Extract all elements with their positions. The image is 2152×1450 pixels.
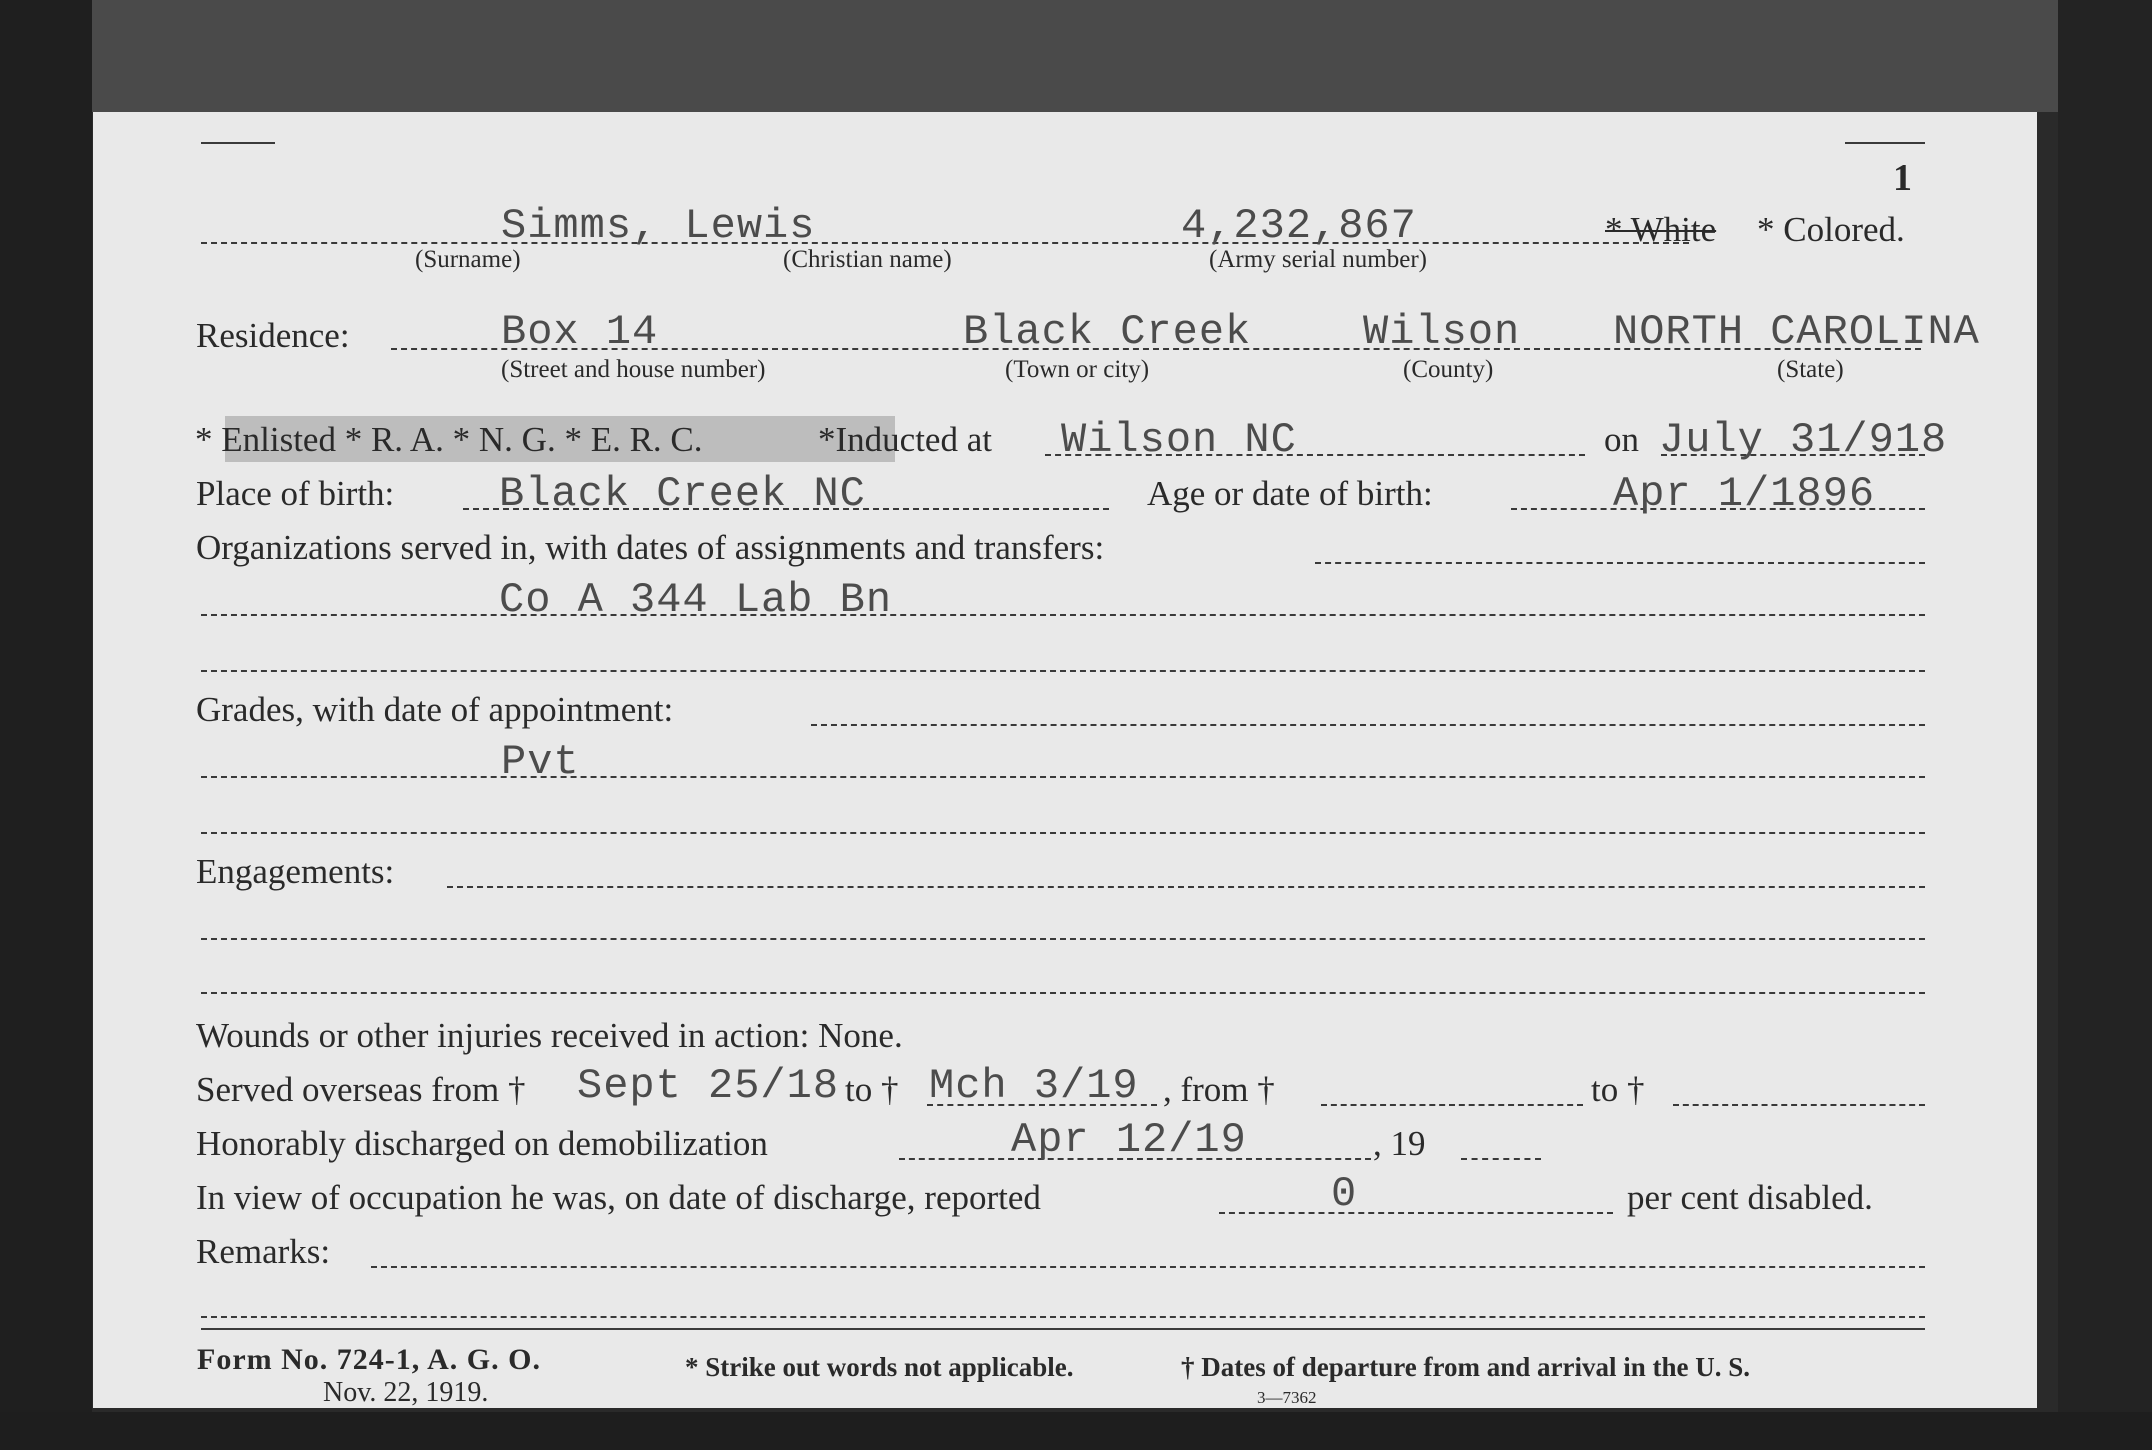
christian-name-caption: (Christian name)	[783, 246, 952, 273]
form-number: Form No. 724-1, A. G. O.	[197, 1343, 541, 1376]
wounds-label: Wounds or other injuries received in action: None.	[196, 1016, 903, 1055]
second-to-line	[1673, 1104, 1925, 1106]
scan-background-top	[0, 0, 2152, 112]
overseas-from-label: Served overseas from †	[196, 1070, 526, 1109]
remarks-line-2	[201, 1316, 1925, 1318]
scan-background-right	[2058, 0, 2152, 1450]
organization-value: Co A 344 Lab Bn	[499, 576, 893, 624]
second-from-line	[1321, 1104, 1583, 1106]
county-value: Wilson	[1363, 308, 1521, 356]
discharge-date-value: Apr 12/19	[1011, 1116, 1247, 1164]
birth-date-value: Apr 1/1896	[1613, 470, 1876, 518]
engagements-line-3	[201, 992, 1925, 994]
inducted-on-value: July 31/918	[1659, 416, 1948, 464]
engagements-label: Engagements:	[196, 852, 395, 891]
place-of-birth-value: Black Creek NC	[499, 470, 866, 518]
scan-background-bottom	[0, 1412, 2152, 1450]
scan-background-left	[0, 0, 92, 1450]
organizations-line-2	[201, 614, 1925, 616]
colored-label: * Colored.	[1757, 210, 1905, 249]
overseas-to-label: to †	[845, 1070, 899, 1109]
county-caption: (County)	[1403, 356, 1494, 383]
surname-caption: (Surname)	[415, 246, 521, 273]
strike-out-note: * Strike out words not applicable.	[685, 1352, 1074, 1382]
enlisted-options-label: * Enlisted * R. A. * N. G. * E. R. C.	[195, 420, 703, 459]
grades-line-3	[201, 832, 1925, 834]
honorably-discharged-label: Honorably discharged on demobilization	[196, 1124, 768, 1163]
grades-line-1	[811, 724, 1925, 726]
serial-caption: (Army serial number)	[1209, 246, 1427, 273]
percent-disabled-label: per cent disabled.	[1627, 1178, 1873, 1217]
grades-line-2	[201, 776, 1925, 778]
age-or-birth-date-label: Age or date of birth:	[1147, 474, 1433, 513]
second-from-label: , from †	[1163, 1070, 1275, 1109]
overseas-to-value: Mch 3/19	[929, 1062, 1139, 1110]
grades-label: Grades, with date of appointment:	[196, 690, 674, 729]
remarks-label: Remarks:	[196, 1232, 331, 1271]
top-left-rule	[201, 142, 275, 144]
serial-number-value: 4,232,867	[1181, 202, 1417, 250]
inducted-at-value: Wilson NC	[1061, 416, 1297, 464]
dates-note: † Dates of departure from and arrival in the U. S.	[1181, 1352, 1750, 1382]
organizations-line-3	[201, 670, 1925, 672]
footer-rule	[201, 1328, 1925, 1330]
discharge-year-line	[1461, 1158, 1541, 1160]
white-label: * White	[1605, 210, 1717, 249]
print-code: 3—7362	[1257, 1388, 1317, 1407]
name-line	[201, 242, 1689, 244]
organizations-label: Organizations served in, with dates of assignments and transfers:	[196, 528, 1105, 567]
surname-christian-value: Simms, Lewis	[501, 202, 816, 250]
street-value: Box 14	[501, 308, 659, 356]
disability-percent-value: 0	[1331, 1170, 1358, 1218]
street-caption: (Street and house number)	[501, 356, 766, 383]
occupation-label: In view of occupation he was, on date of discharge, reported	[196, 1178, 1041, 1217]
service-record-card	[93, 112, 2037, 1408]
residence-label: Residence:	[196, 316, 350, 355]
town-value: Black Creek	[963, 308, 1252, 356]
town-caption: (Town or city)	[1005, 356, 1150, 383]
place-of-birth-label: Place of birth:	[196, 474, 395, 513]
second-to-label: to †	[1591, 1070, 1645, 1109]
discharge-year-label: , 19	[1373, 1124, 1426, 1163]
engagements-line-1	[447, 886, 1925, 888]
engagements-line-2	[201, 938, 1925, 940]
state-value: NORTH CAROLINA	[1613, 308, 1980, 356]
top-right-rule	[1845, 142, 1925, 144]
overseas-from-value: Sept 25/18	[577, 1062, 840, 1110]
form-date: Nov. 22, 1919.	[323, 1377, 489, 1408]
page-number: 1	[1893, 157, 1912, 199]
state-caption: (State)	[1777, 356, 1844, 383]
on-label: on	[1604, 420, 1639, 459]
disability-line	[1219, 1212, 1613, 1214]
organizations-line-1	[1315, 562, 1925, 564]
grade-value: Pvt	[501, 738, 580, 786]
inducted-at-label: *Inducted at	[818, 420, 992, 459]
remarks-line-1	[371, 1266, 1925, 1268]
